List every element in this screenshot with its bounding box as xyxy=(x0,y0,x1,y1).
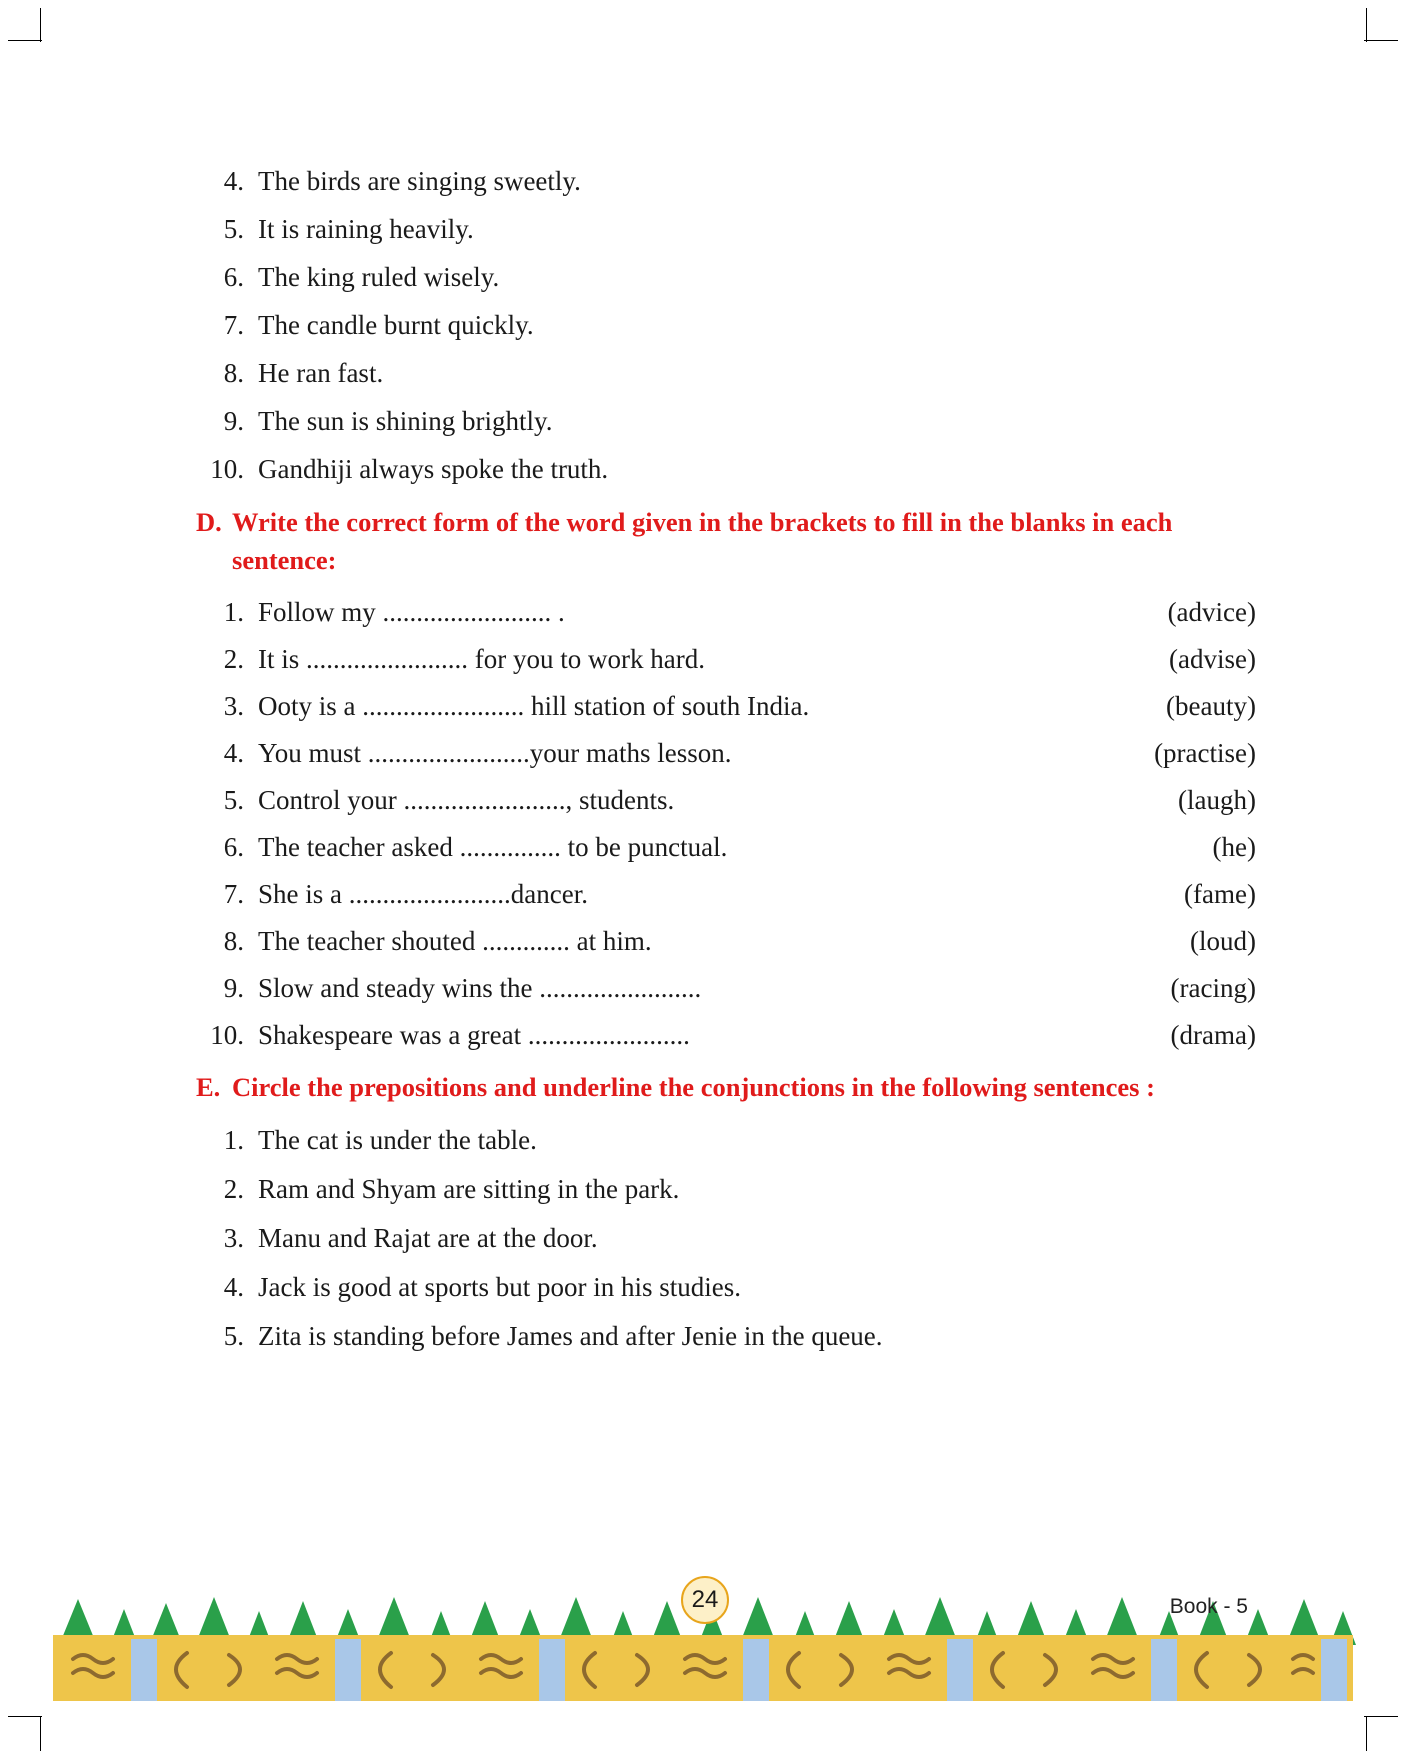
list-item-text: Ooty is a ........................ hill station of south India. xyxy=(258,691,810,722)
list-item-number: 6. xyxy=(223,832,244,863)
list-item-text: The cat is under the table. xyxy=(258,1124,537,1155)
list-item-text: He ran fast. xyxy=(258,358,384,388)
list-item-number: 2. xyxy=(223,1173,244,1204)
list-item-number: 10. xyxy=(210,1020,244,1051)
footer-pattern xyxy=(53,1639,1353,1701)
exercise-d-letter: D. xyxy=(196,507,222,537)
list-item-text: Follow my ......................... . xyxy=(258,597,565,628)
list-item-number: 10. xyxy=(210,454,244,484)
list-item-number: 6. xyxy=(223,262,244,292)
list-item-text: The king ruled wisely. xyxy=(258,262,500,292)
list-item-text: The candle burnt quickly. xyxy=(258,310,534,340)
word-hint: (loud) xyxy=(1190,926,1256,957)
list-item-number: 1. xyxy=(223,1124,244,1155)
list-item-text: The teacher asked ............... to be punctual. xyxy=(258,832,728,863)
list-item-number: 2. xyxy=(223,644,244,675)
exercise-d-text xyxy=(232,504,1256,579)
page-footer-decoration xyxy=(0,1586,1406,1759)
list-item-text: It is raining heavily. xyxy=(258,214,474,244)
table-row xyxy=(196,1022,1256,1049)
word-hint: (he) xyxy=(1212,832,1256,863)
exercise-e-line2: sentences : xyxy=(1033,1072,1155,1103)
table-row xyxy=(196,599,1256,626)
list-item-number: 1. xyxy=(223,597,244,628)
exercise-d-line1: Write the correct form of the word given in the brackets to fill in the xyxy=(232,507,1004,537)
page-content xyxy=(196,168,1256,1372)
list-item-text: She is a ........................dancer. xyxy=(258,879,588,910)
list-item-text: Control your ........................, students. xyxy=(258,785,675,816)
list-item-text: Shakespeare was a great ........................ xyxy=(258,1020,690,1051)
word-hint: (advice) xyxy=(1167,597,1256,628)
book-label: Book - 5 xyxy=(1169,1595,1248,1618)
exercise-e-letter: E. xyxy=(196,1072,221,1103)
table-row xyxy=(196,693,1256,720)
exercise-d-line2: blanks in each sentence: xyxy=(232,507,1173,575)
word-hint: (practise) xyxy=(1154,738,1256,769)
exercise-e-heading xyxy=(196,1069,1256,1107)
list-item-number: 5. xyxy=(223,214,244,244)
list-item-text: Manu and Rajat are at the door. xyxy=(258,1222,598,1253)
list-item-text: Gandhiji always spoke the truth. xyxy=(258,454,609,484)
table-row xyxy=(196,881,1256,908)
list-item xyxy=(196,1222,1256,1253)
page-number: 24 xyxy=(681,1576,729,1624)
table-row xyxy=(196,834,1256,861)
table-row xyxy=(196,787,1256,814)
list-item-text: It is ........................ for you to work hard. xyxy=(258,644,705,675)
list-item-number: 4. xyxy=(223,166,244,196)
list-item-number: 4. xyxy=(223,1271,244,1302)
table-row xyxy=(196,975,1256,1002)
crop-mark-top-left-horizontal xyxy=(8,40,42,41)
list-item-number: 3. xyxy=(223,691,244,722)
list-item-text: You must ........................your maths lesson. xyxy=(258,738,732,769)
list-item xyxy=(196,456,1256,483)
list-item xyxy=(196,1173,1256,1204)
exercise-d-list xyxy=(196,599,1256,1049)
table-row xyxy=(196,928,1256,955)
crop-mark-top-right-vertical xyxy=(1366,8,1367,42)
list-item xyxy=(196,1124,1256,1155)
list-item-text: The teacher shouted ............. at him. xyxy=(258,926,652,957)
list-item xyxy=(196,408,1256,435)
crop-mark-top-right-horizontal xyxy=(1364,40,1398,41)
list-item-text: Ram and Shyam are sitting in the park. xyxy=(258,1173,680,1204)
list-item-number: 7. xyxy=(223,879,244,910)
list-item-number: 5. xyxy=(223,785,244,816)
list-item xyxy=(196,312,1256,339)
continued-sentence-list xyxy=(196,168,1256,483)
exercise-e-line1: Circle the prepositions and underline the conjunctions in the following xyxy=(232,1072,1027,1103)
list-item-number: 3. xyxy=(223,1222,244,1253)
word-hint: (advise) xyxy=(1169,644,1256,675)
list-item-text: The sun is shining brightly. xyxy=(258,406,553,436)
word-hint: (racing) xyxy=(1170,973,1256,1004)
table-row xyxy=(196,740,1256,767)
list-item xyxy=(196,1320,1256,1351)
list-item xyxy=(196,168,1256,195)
list-item-number: 8. xyxy=(223,358,244,388)
list-item-text: Slow and steady wins the ........................ xyxy=(258,973,702,1004)
list-item xyxy=(196,1271,1256,1302)
list-item-number: 8. xyxy=(223,926,244,957)
list-item xyxy=(196,264,1256,291)
list-item-number: 9. xyxy=(223,973,244,1004)
list-item-number: 4. xyxy=(223,738,244,769)
exercise-d-heading xyxy=(196,504,1256,579)
crop-mark-top-left-vertical xyxy=(40,8,41,42)
list-item-number: 7. xyxy=(223,310,244,340)
word-hint: (laugh) xyxy=(1178,785,1256,816)
list-item-number: 5. xyxy=(223,1320,244,1351)
table-row xyxy=(196,646,1256,673)
exercise-e-text xyxy=(232,1069,1256,1107)
word-hint: (fame) xyxy=(1184,879,1256,910)
word-hint: (drama) xyxy=(1170,1020,1256,1051)
list-item xyxy=(196,360,1256,387)
list-item-number: 9. xyxy=(223,406,244,436)
exercise-e-list xyxy=(196,1124,1256,1351)
list-item-text: Zita is standing before James and after Jenie in the queue. xyxy=(258,1320,883,1351)
list-item-text: Jack is good at sports but poor in his studies. xyxy=(258,1271,741,1302)
list-item xyxy=(196,216,1256,243)
list-item-text: The birds are singing sweetly. xyxy=(258,166,581,196)
word-hint: (beauty) xyxy=(1166,691,1256,722)
